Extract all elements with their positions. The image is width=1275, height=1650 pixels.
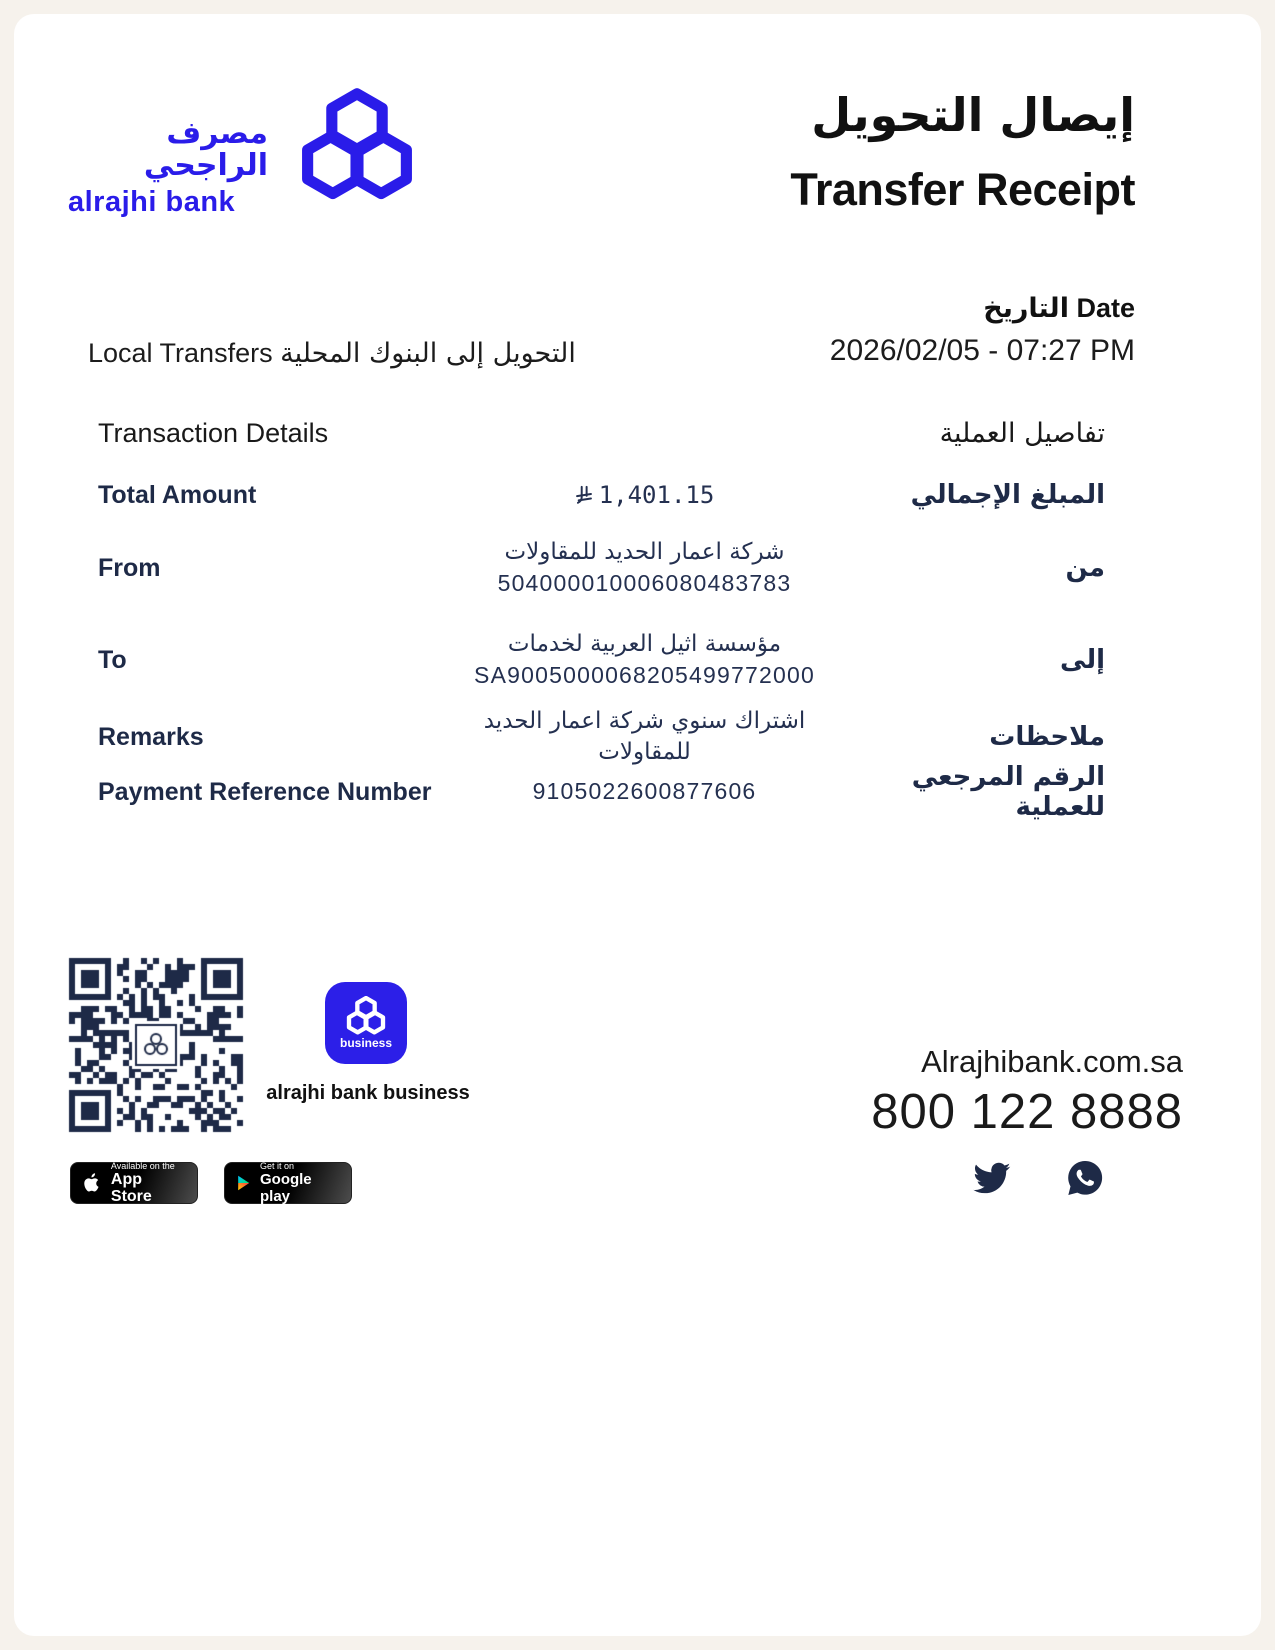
row-label-ar: من	[1065, 553, 1105, 583]
gplay-badge-top-text: Get it on	[259, 1161, 295, 1171]
receipt-title	[790, 88, 1135, 216]
phone-number: 800 122 8888	[871, 1085, 1183, 1139]
section-title-english: Transaction Details	[98, 418, 329, 448]
receipt-title-arabic: إيصال التحويل	[811, 88, 1135, 142]
appstore-badge-top-text: Available on the	[110, 1161, 175, 1171]
bank-logo-wordmark	[68, 118, 268, 217]
social-icons	[871, 1158, 1183, 1198]
from-name: شركة اعمار الحديد للمقاولات	[504, 538, 785, 565]
website-link[interactable]: Alrajhibank.com.sa	[921, 1044, 1183, 1079]
app-icon-label: business	[339, 1036, 393, 1050]
business-app-icon	[325, 982, 407, 1064]
row-remarks	[98, 706, 1105, 766]
date-value: 2026/02/05 - 07:27 PM	[829, 334, 1135, 367]
remarks-text: اشتراك سنوي شركة اعمار الحديد للمقاولات	[483, 708, 806, 766]
whatsapp-icon[interactable]	[1065, 1158, 1105, 1198]
alrajhi-hexagon-trefoil-icon	[296, 88, 418, 210]
from-account-number: 504000010006080483783	[497, 570, 792, 596]
section-title-row	[98, 418, 1105, 449]
store-badges	[70, 1162, 352, 1204]
row-label-en: To	[98, 645, 127, 674]
row-to	[98, 614, 1105, 706]
qr-code	[68, 957, 244, 1133]
twitter-icon[interactable]	[969, 1158, 1015, 1198]
row-label-ar: ملاحظات	[989, 722, 1105, 753]
date-label-arabic: التاريخ	[983, 293, 1069, 324]
bank-name-arabic: مصرف الراجحي	[143, 116, 268, 183]
receipt-title-english: Transfer Receipt	[790, 164, 1135, 215]
to-name: مؤسسة اثيل العربية لخدمات	[507, 630, 782, 657]
contact-block	[871, 1044, 1183, 1198]
transaction-rows	[98, 468, 1105, 822]
from-value	[438, 537, 825, 599]
date-block	[830, 293, 1135, 368]
transfer-type-arabic: التحويل إلى البنوك المحلية	[280, 338, 576, 369]
google-play-icon	[235, 1173, 252, 1193]
google-play-badge[interactable]	[224, 1162, 352, 1204]
payment-reference-number: 9105022600877606	[532, 778, 757, 805]
row-label-ar: إلى	[1060, 645, 1105, 675]
section-title-arabic: تفاصيل العملية	[939, 418, 1105, 449]
gplay-badge-bottom-text: Google play	[259, 1171, 312, 1205]
saudi-riyal-icon	[575, 485, 593, 510]
row-label-ar: الرقم المرجعي للعملية	[911, 762, 1105, 822]
row-label-en: Total Amount	[98, 480, 257, 509]
bank-name-english: alrajhi bank	[68, 186, 236, 218]
row-label-en: From	[98, 553, 161, 582]
receipt-card	[14, 14, 1261, 1636]
total-amount-value	[438, 481, 825, 510]
row-from	[98, 522, 1105, 614]
transfer-type-english: Local Transfers	[88, 338, 273, 368]
apple-icon	[81, 1171, 103, 1195]
row-payment-reference	[98, 762, 1105, 822]
appstore-badge-bottom-text: App Store	[110, 1171, 152, 1205]
date-label	[830, 293, 1135, 324]
row-label-ar: المبلغ الإجمالي	[910, 480, 1105, 510]
to-iban: SA9005000068205499772000	[474, 662, 815, 688]
hexagon-trefoil-icon	[345, 996, 387, 1038]
app-name-label: alrajhi bank business	[266, 1082, 470, 1104]
transfer-type	[88, 338, 576, 369]
row-label-en: Remarks	[98, 722, 204, 751]
row-total-amount	[98, 468, 1105, 522]
appstore-badge[interactable]	[70, 1162, 198, 1204]
row-label-en: Payment Reference Number	[98, 777, 432, 806]
amount-text: 1,401.15	[598, 480, 715, 509]
to-value	[438, 629, 825, 691]
date-label-english: Date	[1076, 293, 1135, 323]
